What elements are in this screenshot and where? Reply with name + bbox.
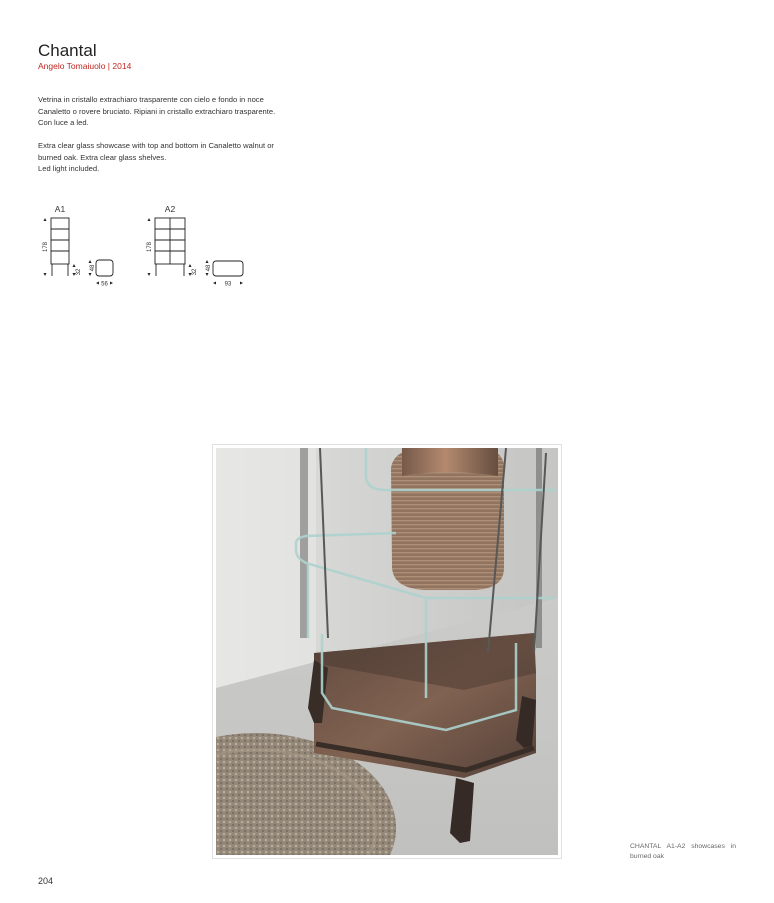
plan-view [96, 260, 113, 276]
variant-code: A2 [164, 204, 176, 214]
product-title: Chantal [38, 41, 97, 60]
dimension-width: 56 [101, 281, 108, 288]
front-elevation [155, 218, 185, 276]
description-italian [38, 94, 296, 129]
dimension-height: 178 [147, 241, 153, 253]
design-year: 2014 [112, 61, 132, 71]
designer-line [38, 61, 131, 71]
description-line: Extra clear glass showcase with top and bottom in Canaletto walnut or [38, 141, 274, 150]
product-photo [213, 445, 561, 858]
dimension-depth-outer: 48 [90, 264, 96, 272]
dimension-depth-inner: 32 [76, 268, 82, 276]
description-line: Con luce a led. [38, 118, 89, 127]
description-line: burned oak. Extra clear glass shelves. [38, 152, 167, 162]
variant-a2-diagram [140, 200, 250, 292]
dimension-depth-inner: 32 [192, 268, 198, 276]
description-line: Vetrina in cristallo extrachiaro trasparente con cielo e fondo in noce [38, 95, 264, 104]
description-line: Canaletto o rovere bruciato. Ripiani in cristallo extrachiaro trasparente. [38, 106, 276, 116]
photo-caption: CHANTAL A1-A2 showcases in burned oak [630, 843, 736, 860]
dimension-height: 178 [43, 241, 49, 253]
separator: | [107, 61, 111, 71]
description-english [38, 140, 296, 175]
front-elevation [51, 218, 69, 276]
variant-a1-diagram [36, 200, 126, 292]
page-number: 204 [38, 876, 54, 886]
dimension-depth-outer: 48 [206, 264, 212, 272]
dimension-width: 93 [224, 281, 232, 288]
description-line: Led light included. [38, 164, 100, 173]
showcase-illustration [216, 448, 558, 855]
designer-name: Angelo Tomaiuolo [38, 61, 106, 71]
plan-view [213, 261, 243, 276]
variant-code: A1 [54, 204, 66, 214]
